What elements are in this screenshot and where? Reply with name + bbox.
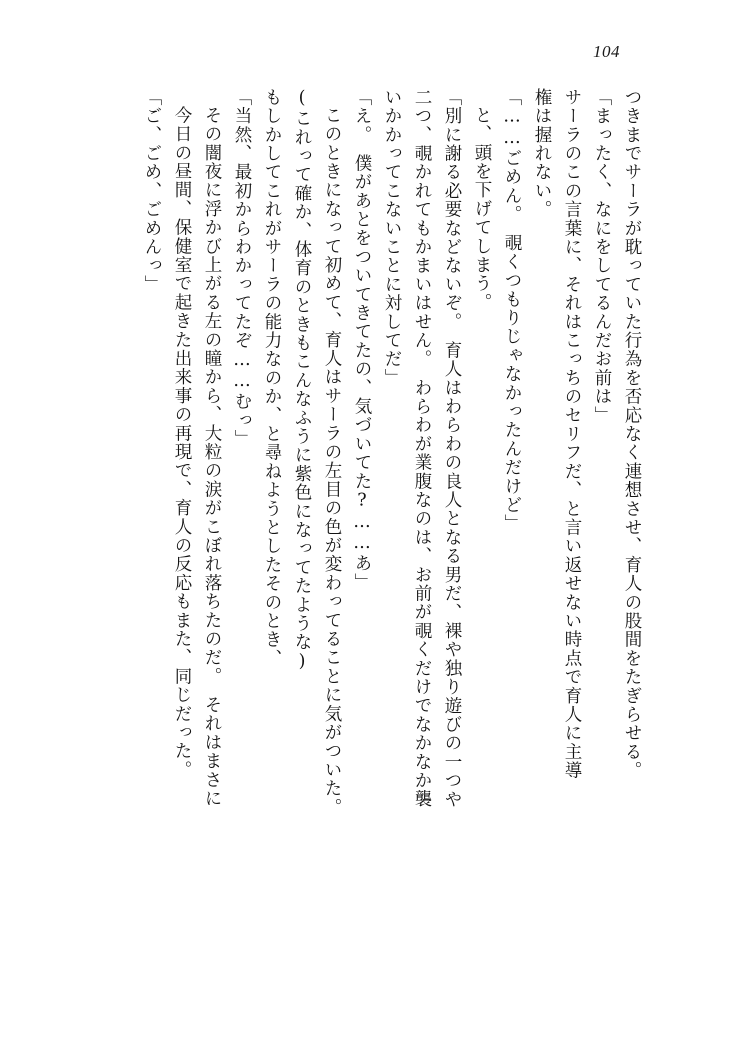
text-column: その闇夜に浮かび上がる左の瞳から、大粒の涙がこぼれ落ちたのだ。 それはまさに [202,106,222,808]
text-column: 今日の昼間、保健室で起きた出来事の再現で、育人の反応もまた、同じだった。 [172,106,192,780]
text-column: つきまでサーラが耽っていた行為を否応なく連想させ、育人の股間をたぎらせる。 [622,88,642,780]
text-column: 権は握れない。 [532,88,552,219]
text-column: サーラのこの言葉に、それはこっちのセリフだ、と言い返せない時点で育人に主導 [562,88,582,780]
text-column: いかかってこないことに対してだ」 [382,88,402,388]
text-column: 「まったく、なにをしてるんだお前は」 [592,88,612,425]
text-column: このときになって初めて、育人はサーラの左目の色が変わってることに気がついた。 [322,106,342,817]
text-column: (これって確か、体育のときもこんなふうに紫色になってたような) [292,88,312,673]
text-column: 「当然、最初からわかってたぞ……むっ」 [232,88,252,449]
text-column: 「ご、ごめ、ごめんっ」 [142,88,162,294]
text-column: 「……ごめん。 覗くつもりじゃなかったんだけど」 [502,88,522,534]
page-body-text [64,88,640,988]
text-column: と、頭を下げてしまう。 [472,106,492,312]
text-column: 二つ、覗かれてもかまいはせん。 わらわが業腹なのは、お前が覗くだけでなかなか襲 [412,88,432,809]
text-column: 「え。 僕があとをついてきてたの、気づいてた?……あ」 [352,88,372,592]
text-column: 「別に謝る必要などないぞ。 育人はわらわの良人となる男だ、裸や独り遊びの一つや [442,88,462,809]
text-column: もしかしてこれがサーラの能力なのか、と尋ねようとしたそのとき、 [262,88,282,668]
page-number: 104 [593,42,620,61]
